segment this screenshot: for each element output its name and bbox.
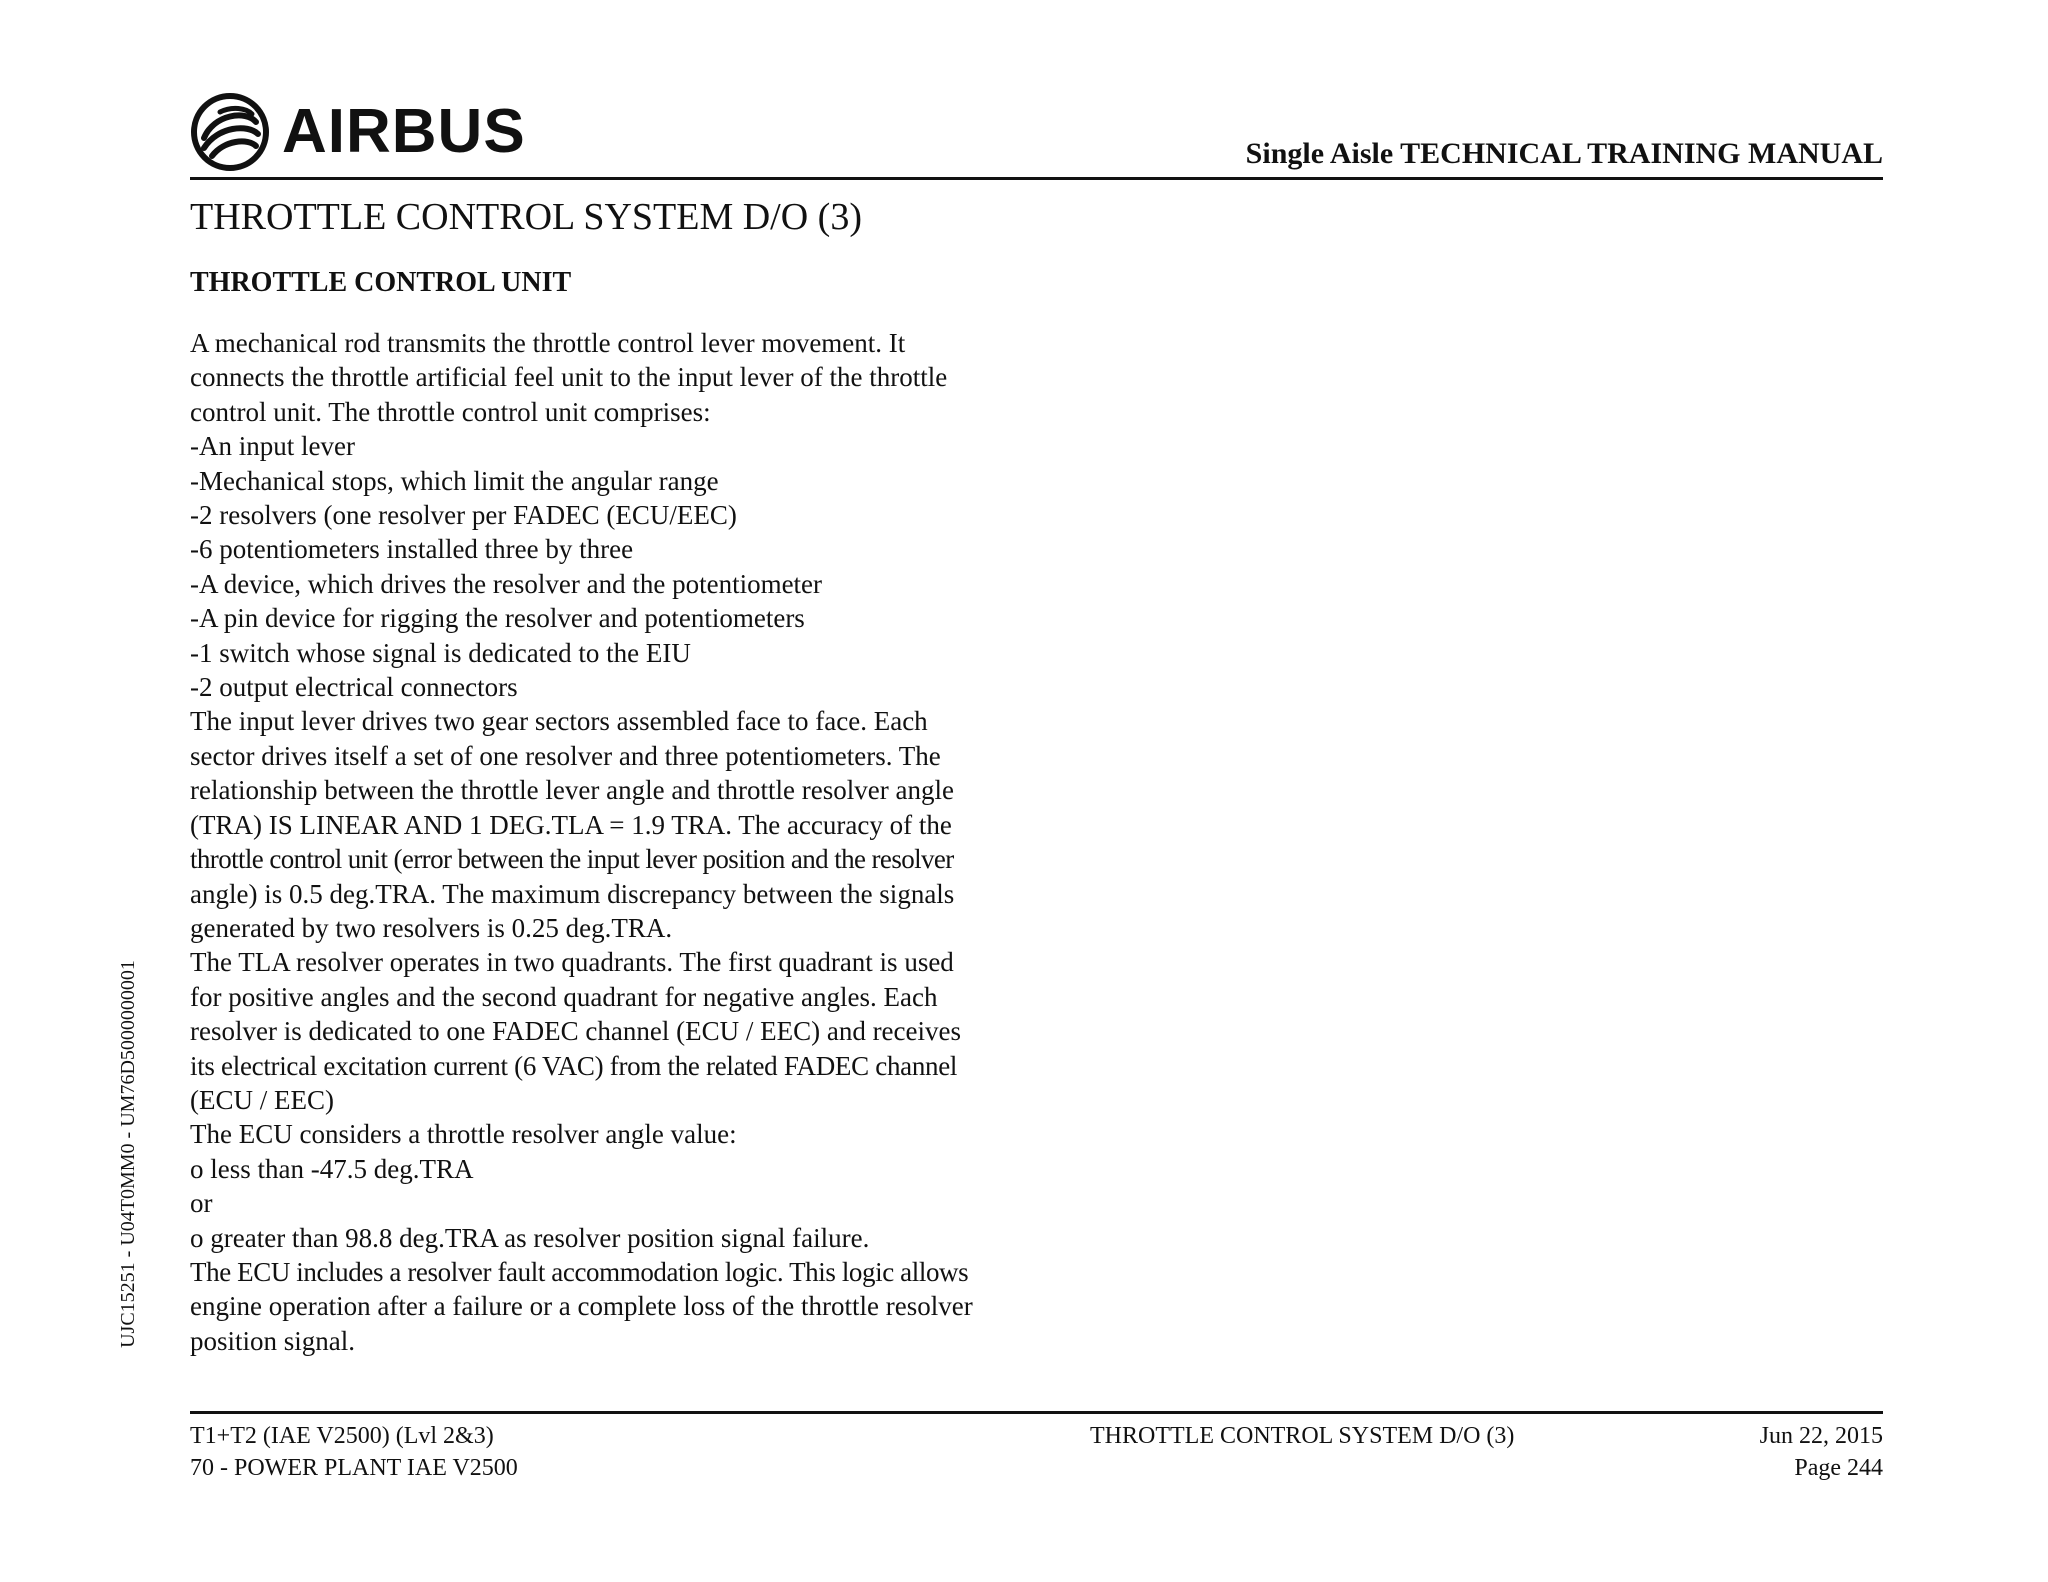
body-line: sector drives itself a set of one resolver and three potentiometers. The: [190, 740, 941, 771]
body-line: (TRA) IS LINEAR AND 1 DEG.TLA = 1.9 TRA. The accuracy of the: [190, 809, 952, 840]
footer-topic: THROTTLE CONTROL SYSTEM D/O (3): [1090, 1423, 1515, 1449]
footer-course: T1+T2 (IAE V2500) (Lvl 2&3): [190, 1423, 494, 1449]
body-text: [190, 326, 1090, 1358]
body-line: The ECU considers a throttle resolver angle value:: [190, 1119, 737, 1150]
body-line: angle) is 0.5 deg.TRA. The maximum discrepancy between the signals: [190, 878, 955, 909]
header-divider: [190, 177, 1883, 180]
body-line: -An input lever: [190, 431, 355, 462]
body-line: for positive angles and the second quadrant for negative angles. Each: [190, 981, 938, 1012]
airbus-logo-icon: [190, 92, 270, 172]
footer-page-number: Page 244: [1794, 1455, 1883, 1481]
body-line: -1 switch whose signal is dedicated to the EIU: [190, 637, 691, 668]
body-line: A mechanical rod transmits the throttle control lever movement. It: [190, 328, 906, 358]
body-line: o less than -47.5 deg.TRA: [190, 1153, 474, 1184]
body-line: -2 output electrical connectors: [190, 672, 518, 703]
footer-date: Jun 22, 2015: [1759, 1423, 1883, 1449]
body-line: The ECU includes a resolver fault accommodation logic. This logic allows: [190, 1256, 969, 1287]
footer-divider: [190, 1411, 1883, 1414]
body-line: throttle control unit (error between the input lever position and the resolver: [190, 844, 954, 875]
page-title: THROTTLE CONTROL SYSTEM D/O (3): [190, 196, 862, 238]
body-line: relationship between the throttle lever angle and throttle resolver angle: [190, 775, 954, 806]
body-line: -Mechanical stops, which limit the angular range: [190, 465, 719, 496]
airbus-logo: [190, 92, 526, 172]
body-line: control unit. The throttle control unit comprises:: [190, 396, 711, 427]
body-line: generated by two resolvers is 0.25 deg.TRA.: [190, 912, 673, 943]
body-line: engine operation after a failure or a complete loss of the throttle resolver: [190, 1291, 973, 1322]
body-line: -2 resolvers (one resolver per FADEC (ECU/EEC): [190, 500, 737, 531]
document-reference-code: UJC15251 - U04T0MM0 - UM76D5000000001: [117, 960, 139, 1348]
body-line: -6 potentiometers installed three by three: [190, 534, 634, 565]
body-line: o greater than 98.8 deg.TRA as resolver position signal failure.: [190, 1222, 870, 1253]
body-line: or: [190, 1188, 213, 1219]
body-line: position signal.: [190, 1325, 356, 1356]
body-line: its electrical excitation current (6 VAC) from the related FADEC channel: [190, 1050, 958, 1081]
manual-title: Single Aisle TECHNICAL TRAINING MANUAL: [1245, 137, 1883, 170]
body-line: (ECU / EEC): [190, 1084, 334, 1115]
body-line: The input lever drives two gear sectors assembled face to face. Each: [190, 706, 928, 737]
airbus-logo-text: AIRBUS: [282, 97, 526, 166]
body-line: -A device, which drives the resolver and the potentiometer: [190, 568, 823, 599]
body-line: -A pin device for rigging the resolver and potentiometers: [190, 603, 805, 634]
body-line: The TLA resolver operates in two quadrants. The first quadrant is used: [190, 947, 954, 978]
body-line: connects the throttle artificial feel unit to the input lever of the throttle: [190, 362, 948, 393]
footer-chapter: 70 - POWER PLANT IAE V2500: [190, 1455, 518, 1481]
body-line: resolver is dedicated to one FADEC channel (ECU / EEC) and receives: [190, 1016, 962, 1047]
section-heading: THROTTLE CONTROL UNIT: [190, 267, 572, 298]
